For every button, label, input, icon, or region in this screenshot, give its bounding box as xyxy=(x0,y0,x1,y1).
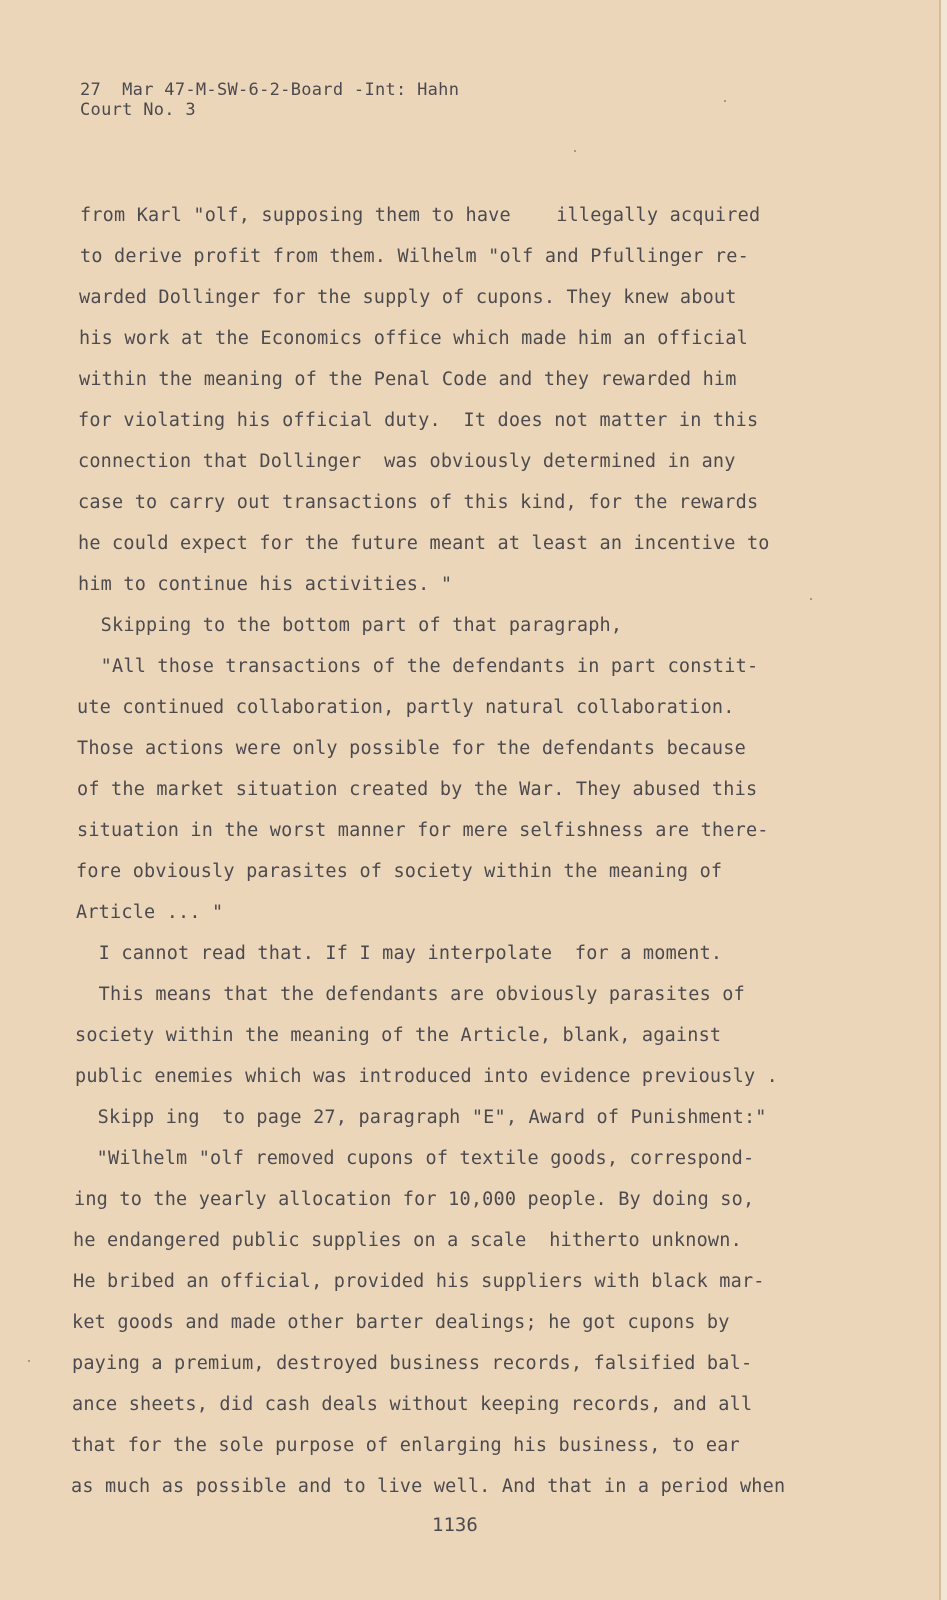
text-line: for violating his official duty. It does not matter in this xyxy=(78,410,759,431)
text-line: ing to the yearly allocation for 10,000 people. By doing so, xyxy=(74,1189,755,1210)
text-line: situation in the worst manner for mere selfishness are there- xyxy=(77,820,769,841)
paper-speck xyxy=(574,150,576,152)
text-line: he could expect for the future meant at least an incentive to xyxy=(78,533,770,554)
text-line: case to carry out transactions of this kind, for the rewards xyxy=(78,492,759,513)
text-line: Skipping to the bottom part of that paragraph, xyxy=(78,615,623,636)
text-line: his work at the Economics office which made him an official xyxy=(79,328,748,349)
text-line: public enemies which was introduced into evidence previously . xyxy=(75,1066,778,1087)
text-line: he endangered public supplies on a scale hitherto unknown. xyxy=(73,1230,742,1251)
page-number: 1136 xyxy=(432,1514,478,1536)
text-line: of the market situation created by the War. They abused this xyxy=(77,779,758,800)
text-line: ket goods and made other barter dealings; he got cupons by xyxy=(72,1312,730,1333)
text-line: fore obviously parasites of society within the meaning of xyxy=(76,861,723,882)
text-line: "All those transactions of the defendants in part constit- xyxy=(78,656,759,677)
text-line: "Wilhelm "olf removed cupons of textile goods, correspond- xyxy=(74,1148,755,1169)
text-line: I cannot read that. If I may interpolate for a moment. xyxy=(76,943,723,964)
text-line: ute continued collaboration, partly natural collaboration. xyxy=(77,697,735,718)
document-header xyxy=(80,80,459,120)
text-line: that for the sole purpose of enlarging his business, to ear xyxy=(71,1435,740,1456)
text-line: ance sheets, did cash deals without keeping records, and all xyxy=(72,1394,753,1415)
text-line: connection that Dollinger was obviously determined in any xyxy=(78,451,736,472)
paper-speck xyxy=(724,100,726,102)
header-court-line: Court No. 3 xyxy=(80,100,196,120)
text-line: warded Dollinger for the supply of cupons. They knew about xyxy=(79,287,737,308)
header-reference-line: 27 Mar 47-M-SW-6-2-Board -Int: Hahn xyxy=(80,80,460,100)
text-line: Those actions were only possible for the defendants because xyxy=(77,738,746,759)
paper-speck xyxy=(28,1360,30,1362)
text-line: This means that the defendants are obviously parasites of xyxy=(76,984,745,1005)
text-line: society within the meaning of the Article, blank, against xyxy=(75,1025,722,1046)
text-line: from Karl "olf, supposing them to have illegally acquired xyxy=(80,205,761,226)
text-line: within the meaning of the Penal Code and they rewarded him xyxy=(79,369,737,390)
text-line: Article ... " xyxy=(76,902,224,923)
text-line: as much as possible and to live well. And that in a period when xyxy=(71,1476,786,1497)
text-line: paying a premium, destroyed business records, falsified bal- xyxy=(72,1353,753,1374)
text-line: Skipp ing to page 27, paragraph "E", Award of Punishment:" xyxy=(75,1107,767,1128)
text-line: He bribed an official, provided his suppliers with black mar- xyxy=(73,1271,765,1292)
paper-speck xyxy=(810,598,812,600)
text-line: to derive profit from them. Wilhelm "olf and Pfullinger re- xyxy=(80,246,749,267)
text-line: him to continue his activities. " xyxy=(78,574,453,595)
